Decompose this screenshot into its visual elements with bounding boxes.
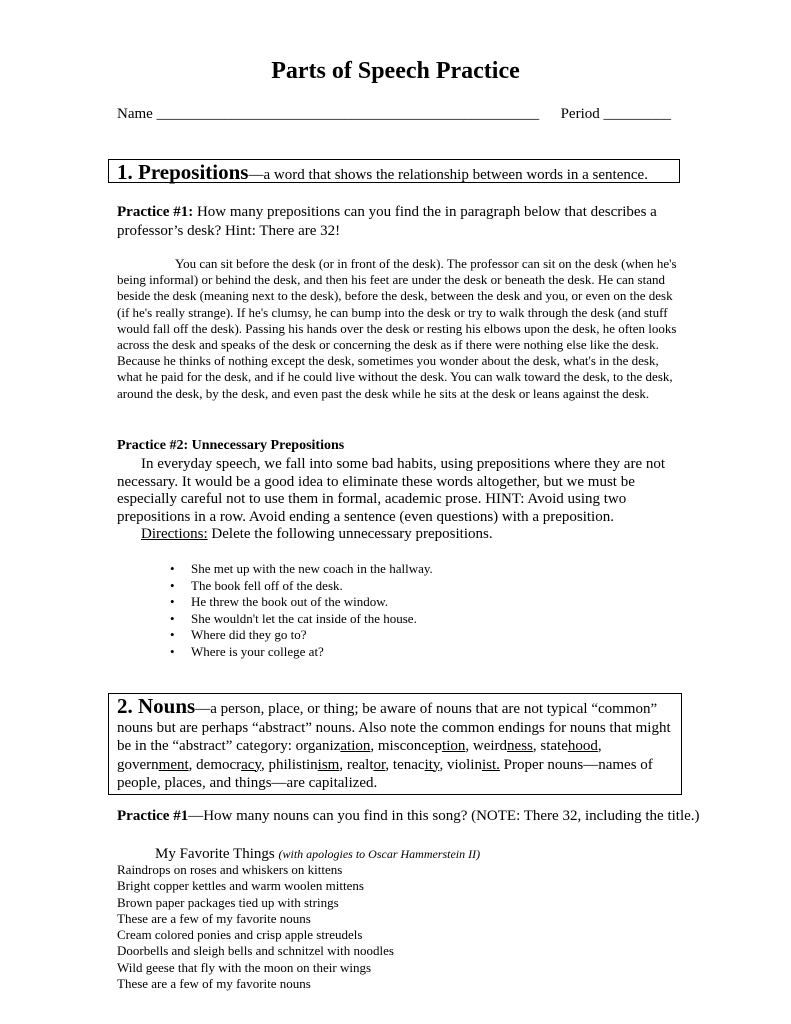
prepositions-heading: 1. Prepositions — [117, 160, 249, 184]
song-title-line — [155, 846, 480, 863]
noun-stem: tenac — [392, 756, 425, 773]
noun-separator: , — [597, 738, 602, 754]
song-line: Doorbells and sleigh bells and schnitzel with noodles — [117, 943, 394, 959]
name-blank[interactable]: ___________________________________________________ — [156, 106, 540, 122]
sentence-item — [170, 594, 433, 611]
nouns-box — [108, 693, 682, 795]
sentence-item — [170, 578, 433, 595]
noun-example — [378, 738, 473, 754]
bullet-icon: • — [170, 643, 175, 659]
sentence-text: She met up with the new coach in the hallway. — [191, 561, 433, 576]
noun-stem: govern — [117, 756, 159, 773]
sentence-text: She wouldn't let the cat inside of the house. — [191, 610, 417, 626]
noun-example — [473, 738, 541, 754]
directions-label: Directions: — [141, 526, 208, 543]
noun-suffix: acy — [241, 756, 261, 773]
desk-paragraph: You can sit before the desk (or in front of the desk). The professor can sit on the desk (when he's being informal) or behind the desk, and then his feet are under the desk or beneath the desk. He can stand beside the desk (meaning next to the desk), before the desk, between the desk and you, or even on the desk (if he's really strange). If he's clumsy, he can bump into the desk or try to walk through the desk (and stuff would fall off the desk). Passing his hands over the desk or resting his elbows upon the desk, he often looks across the desk and speaks of the desk or concerning the desk as if there were nothing else like the desk. Because he thinks of nothing except the desk, sometimes you wonder about the desk, what's in the desk, what he paid for the desk, and if he could live without the desk. You can walk toward the desk, to the desk, around the desk, by the desk, and even past the desk while he sits at the desk or leans against the desk. — [117, 256, 677, 401]
noun-example — [540, 738, 601, 754]
song-line: Cream colored ponies and crisp apple streudels — [117, 927, 363, 943]
song-line: These are a few of my favorite nouns — [117, 910, 311, 926]
noun-stem: state — [540, 738, 568, 754]
bullet-icon: • — [170, 610, 175, 626]
sentence-item — [170, 627, 433, 644]
bullet-icon: • — [170, 627, 175, 642]
practice-2-heading: Practice #2: Unnecessary Prepositions — [117, 438, 345, 453]
practice-2-text: In everyday speech, we fall into some bad habits, using prepositions where they are not necessary. It would be a good idea to eliminate these words altogether, but we must be especially careful not to use them in formal, academic prose. HINT: Avoid using two prepositions in a row. Avoid ending a sentence (even questions) with a preposition. — [117, 456, 666, 525]
nouns-proper-note: Proper nouns—names of people, places, and things—are capitalized. — [117, 756, 653, 791]
unnecessary-prepositions-list — [170, 561, 433, 660]
sentence-item — [170, 561, 433, 578]
name-label: Name — [117, 106, 153, 122]
prepositions-definition: —a word that shows the relationship between words in a sentence. — [248, 167, 648, 183]
song-attribution: (with apologies to Oscar Hammerstein II) — [278, 847, 481, 861]
noun-separator: , — [260, 756, 269, 773]
nouns-practice-1 — [117, 808, 700, 825]
bullet-icon: • — [170, 577, 175, 593]
page-title: Parts of Speech Practice — [271, 58, 520, 84]
bullet-icon: • — [170, 561, 175, 576]
song-line: Bright copper kettles and warm woolen mittens — [117, 878, 364, 894]
nouns-practice-1-label: Practice #1 — [117, 808, 189, 824]
noun-stem: democr — [196, 756, 242, 773]
sentence-text: Where did they go to? — [191, 627, 307, 642]
noun-separator: , — [439, 756, 447, 773]
bullet-icon: • — [170, 594, 175, 609]
noun-stem: weird — [472, 738, 508, 754]
nouns-definition: —a person, place, or thing; be aware of nouns that are not typical “common” nouns but are perhaps “abstract” nouns. Also note the common endings for nouns that might be in the “abstract” category: — [117, 701, 671, 754]
noun-separator: , — [370, 738, 378, 754]
nouns-practice-1-text: —How many nouns can you find in this song? (NOTE: There 32, including the title.) — [188, 808, 700, 824]
period-blank[interactable]: _________ — [603, 106, 671, 122]
prepositions-practice-1 — [117, 203, 687, 241]
song-line: These are a few of my favorite nouns — [117, 976, 311, 992]
noun-stem: violin — [446, 756, 482, 773]
noun-example — [347, 757, 393, 773]
noun-stem: philistin — [268, 756, 318, 773]
nouns-heading: 2. Nouns — [117, 694, 196, 718]
period-label: Period — [560, 106, 600, 122]
noun-separator: , — [188, 756, 197, 773]
noun-suffix: tion — [442, 738, 466, 754]
noun-example — [117, 757, 196, 773]
noun-separator: , — [532, 738, 541, 754]
noun-suffix: ism — [317, 756, 340, 773]
sentence-item — [170, 611, 433, 628]
practice-2-body — [117, 456, 677, 544]
noun-suffix: ity — [424, 756, 440, 773]
noun-separator: , — [465, 738, 473, 754]
song-line: Brown paper packages tied up with strings — [117, 894, 339, 910]
noun-suffix: ation — [340, 738, 371, 754]
sentence-text: The book fell off of the desk. — [191, 577, 343, 593]
noun-stem: misconcep — [377, 738, 443, 754]
noun-separator: , — [385, 756, 393, 773]
noun-separator: , — [339, 756, 347, 773]
sentence-text: He threw the book out of the window. — [191, 594, 389, 609]
sentence-text: Where is your college at? — [191, 643, 324, 659]
noun-example — [393, 757, 447, 773]
noun-stem: realt — [346, 756, 374, 773]
name-period-row — [117, 106, 671, 123]
noun-suffix: ness — [507, 738, 533, 754]
prepositions-heading-box — [108, 159, 680, 183]
noun-suffix: ist. — [481, 756, 500, 773]
noun-example — [268, 757, 346, 773]
practice-1-label: Practice #1: — [117, 204, 194, 220]
song-line: Wild geese that fly with the moon on their wings — [117, 959, 372, 975]
noun-example — [447, 757, 500, 773]
noun-stem: organiz — [295, 738, 341, 754]
sentence-item — [170, 644, 433, 661]
song-title: My Favorite Things — [155, 846, 275, 862]
song-line: Raindrops on roses and whiskers on kittens — [117, 862, 343, 877]
practice-1-text: How many prepositions can you find the in paragraph below that describes a professor’s desk? Hint: There are 32! — [117, 204, 657, 239]
noun-suffix: ment — [158, 756, 189, 773]
noun-example — [296, 738, 378, 754]
song-lyrics — [117, 862, 394, 992]
directions-text: Delete the following unnecessary prepositions. — [207, 526, 493, 543]
noun-example — [196, 757, 268, 773]
noun-suffix: hood — [567, 738, 598, 754]
noun-suffix: or — [373, 756, 386, 773]
